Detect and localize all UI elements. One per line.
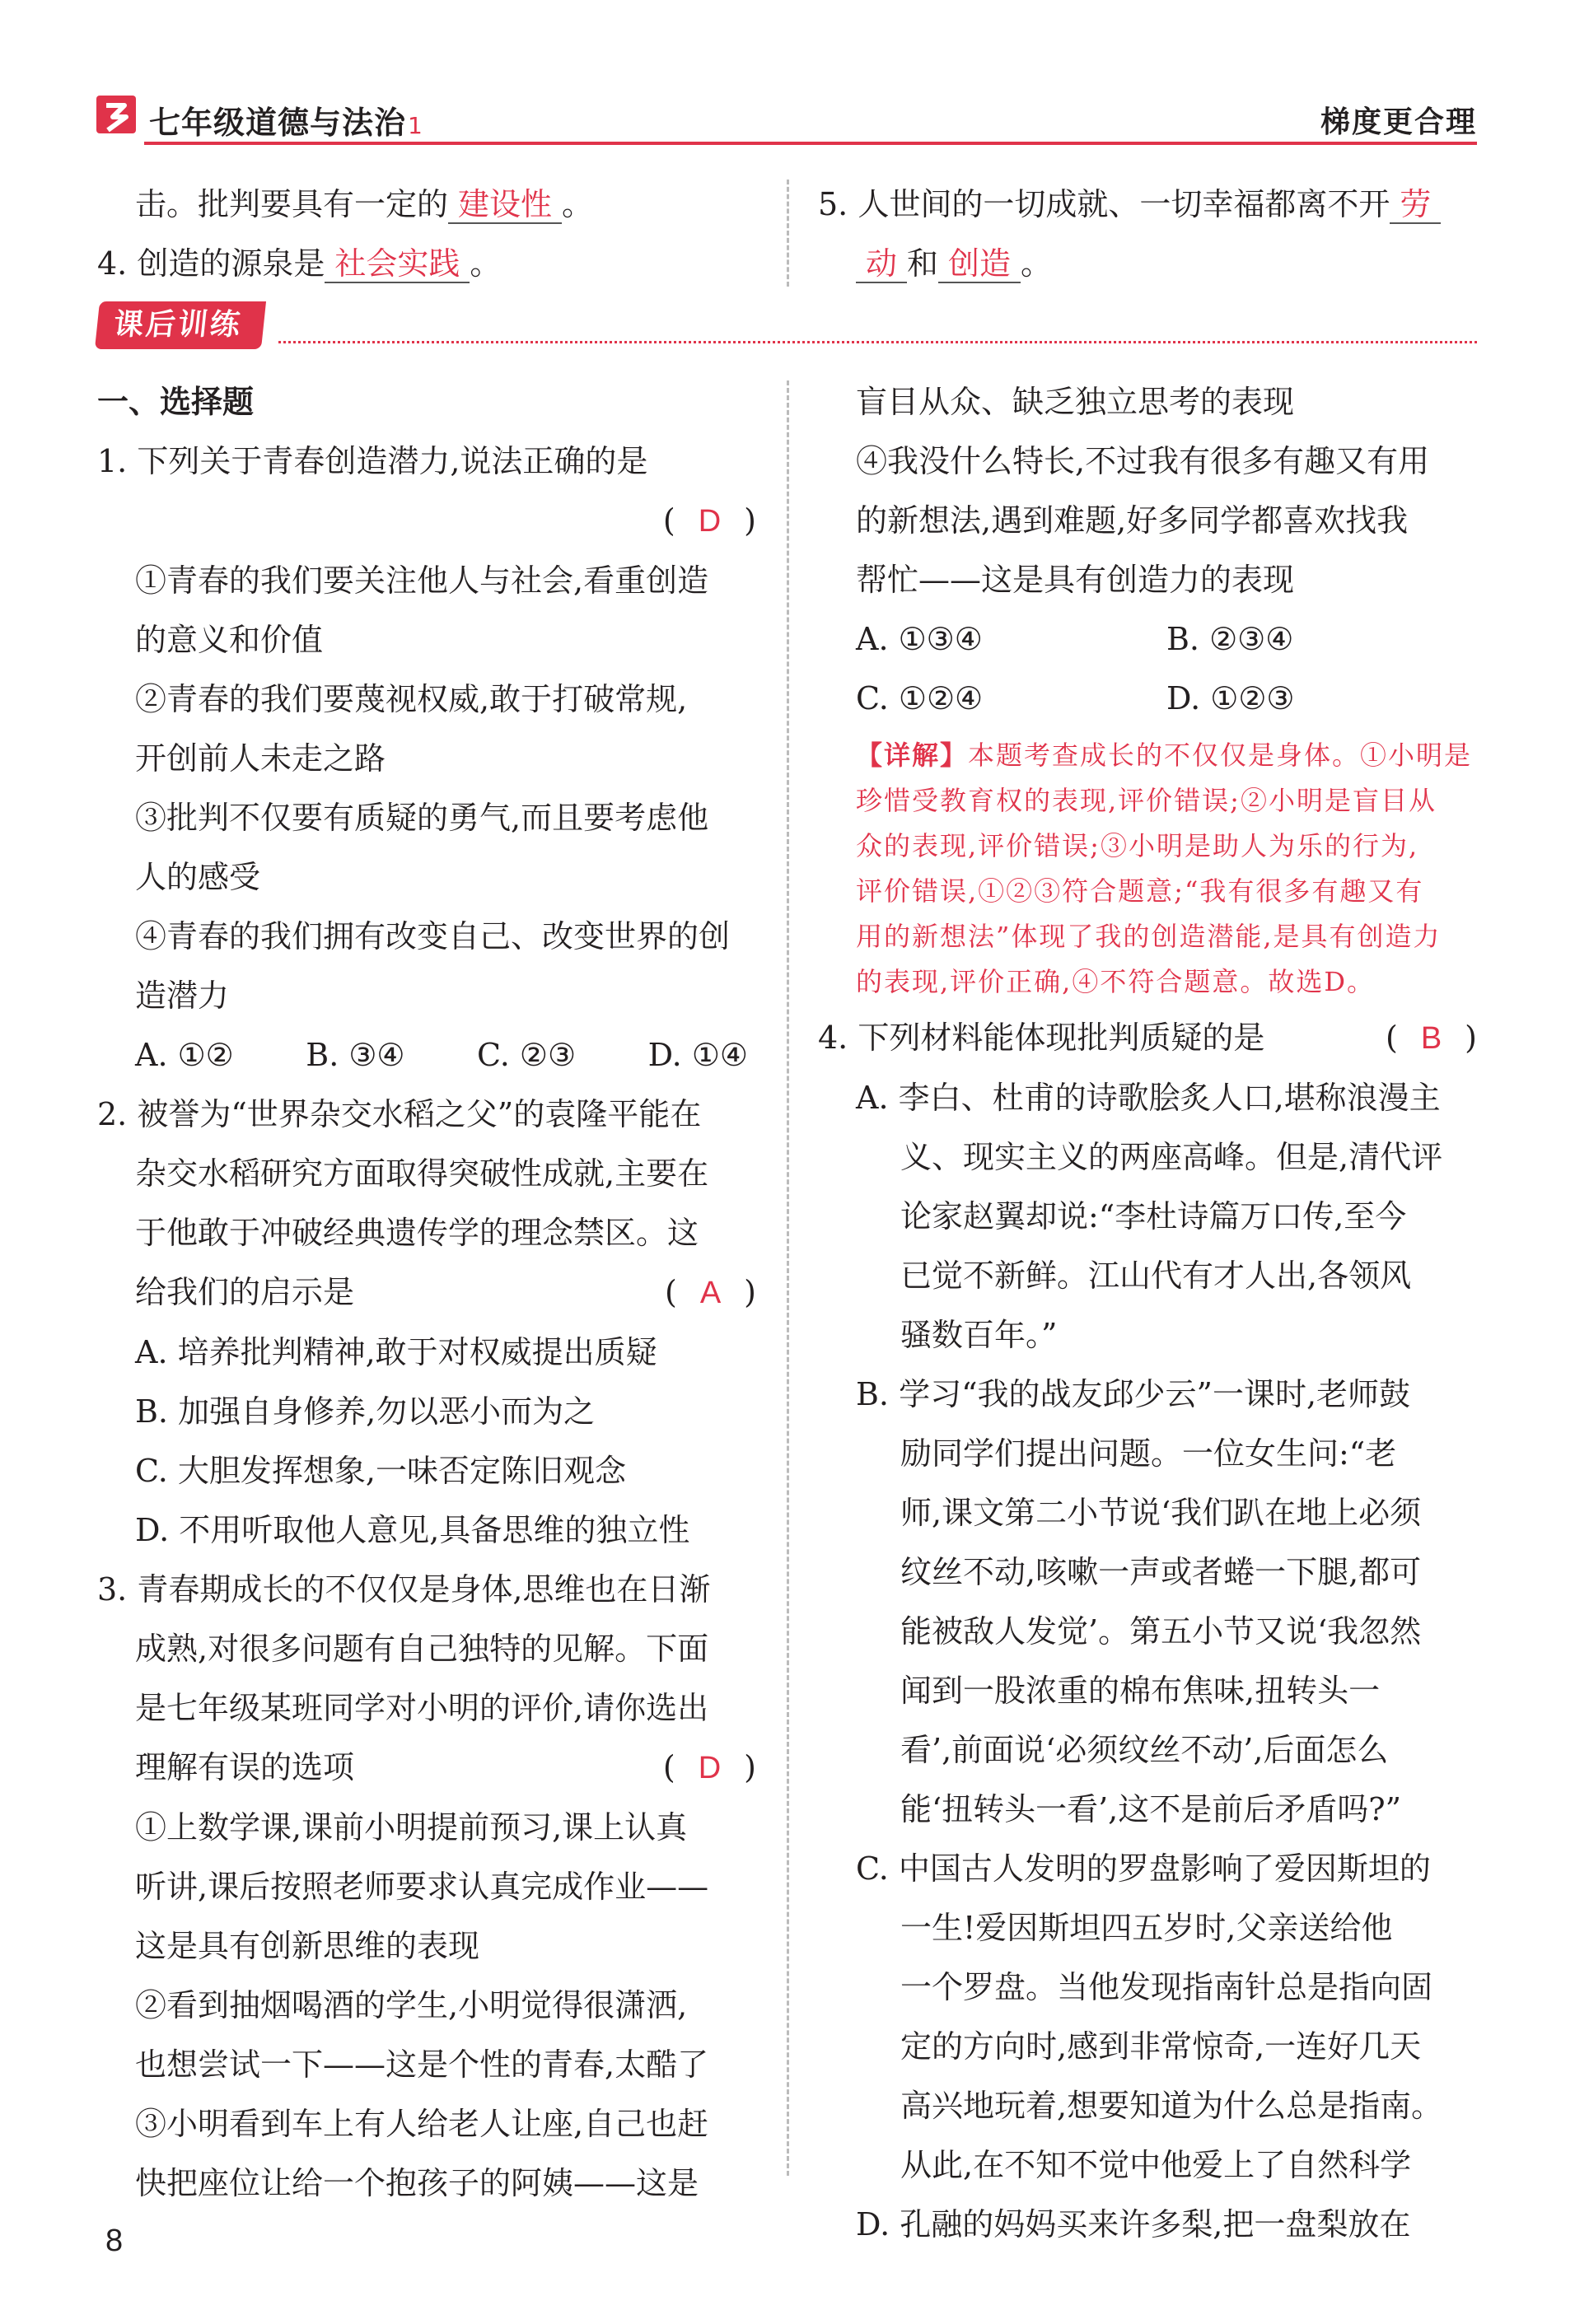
q4-option-cont: 闻到一股浓重的棉布焦味,扭转头一 [900,1673,1381,1709]
column-divider [787,380,789,2176]
q4-option-cont: 论家赵翼却说:“李杜诗篇万口传,至今 [900,1198,1407,1234]
q1-option: D. ①④ [647,1037,748,1073]
q3-option: A. ①③④ [856,621,983,657]
q4-option-cont: 从此,在不知不觉中他爱上了自然科学 [900,2147,1412,2183]
q3-item: 的新想法,遇到难题,好多同学都喜欢找我 [856,502,1409,539]
fill-answer: 动 [856,245,907,283]
q4-option: C. 中国古人发明的罗盘影响了爱因斯坦的 [856,1850,1431,1887]
column-divider [787,180,789,287]
q3-item: 这是具有创新思维的表现 [135,1928,480,1964]
q3-answer: D [698,1751,722,1785]
q3-item: 也想尝试一下——这是个性的青春,太酷了 [135,2046,709,2083]
explanation-line: 众的表现,评价错误;③小明是助人为乐的行为, [856,830,1419,861]
q4-option-cont: 高兴地玩着,想要知道为什么总是指南。 [900,2088,1443,2124]
q3-stem-line: 3. 青春期成长的不仅仅是身体,思维也在日渐 [97,1571,711,1608]
q1-item: ②青春的我们要蔑视权威,敢于打破常规, [135,681,688,717]
explanation-line: 用的新想法”体现了我的创造潜能,是具有创造力 [856,921,1442,952]
q4-option-cont: 义、现实主义的两座高峰。但是,清代评 [900,1139,1443,1175]
q3-item: 听讲,课后按照老师要求认真完成作业—— [135,1869,709,1905]
review-line: 动 和 创造 。 [818,234,1477,293]
fill-answer: 创造 [938,245,1021,283]
fill-answer: 劳 [1390,186,1441,224]
q4-stem: 4. 下列材料能体现批判质疑的是 ( B ) [818,1020,1477,1056]
q4-option-cont: 能被敌人发觉’。第五小节又说‘我忽然 [900,1613,1422,1650]
section-dotted-rule [278,341,1477,343]
q3-option: C. ①②④ [856,680,984,716]
q4-option-cont: 纹丝不动,咳嗽一声或者蜷一下腿,都可 [900,1554,1422,1590]
q3-stem-last: 理解有误的选项 ( D ) [135,1749,756,1785]
q4-option: A. 李白、杜甫的诗歌脍炙人口,堪称浪漫主 [856,1080,1441,1116]
review-line: 4. 创造的源泉是 社会实践 。 [97,245,502,282]
header-rule [144,142,1477,145]
q4-option-cont: 师,课文第二小节说‘我们趴在地上必须 [900,1495,1422,1531]
explanation-line: 的表现,评价正确,④不符合题意。故选D。 [856,966,1376,997]
q3-item: 帮忙——这是具有创造力的表现 [856,562,1295,598]
q1-item: 造潜力 [135,978,230,1014]
q4-option-cont: 已觉不新鲜。江山代有才人出,各领风 [900,1258,1412,1294]
q4-option-cont: 定的方向时,感到非常惊奇,一连好几天 [900,2028,1422,2065]
right-column [818,372,1477,2254]
q2-option: D. 不用听取他人意见,具备思维的独立性 [135,1512,690,1548]
q2-option: C. 大胆发挥想象,一味否定陈旧观念 [135,1453,626,1489]
q2-stem-line: 杂交水稻研究方面取得突破性成就,主要在 [135,1155,709,1192]
q1-option: C. ②③ [477,1037,577,1073]
q3-item: ②看到抽烟喝酒的学生,小明觉得很潇洒, [135,1987,688,2023]
q3-stem-line: 成熟,对很多问题有自己独特的见解。下面 [135,1631,709,1667]
q4-option-cont: 看’,前面说‘必须纹丝不动’,后面怎么 [900,1732,1389,1768]
explanation-line: 本题考查成长的不仅仅是身体。①小明是 [968,740,1473,771]
volume-mark: 1 [408,112,423,139]
review-left [97,175,756,293]
q4-answer: B [1420,1021,1442,1056]
q3-option: D. ①②③ [1166,680,1295,716]
q1-option: A. ①② [135,1037,234,1073]
fill-answer: 社会实践 [325,245,470,283]
section-badge: 课后训练 [95,301,266,349]
q4-option: D. 孔融的妈妈买来许多梨,把一盘梨放在 [856,2206,1411,2242]
q1-item: ④青春的我们拥有改变自己、改变世界的创 [135,918,731,954]
q1-options [97,1025,756,1085]
q2-stem-line: 于他敢于冲破经典遗传学的理念禁区。这 [135,1215,699,1251]
q1-item: 开创前人未走之路 [135,740,386,777]
q1-stem: 1. 下列关于青春创造潜力,说法正确的是 [97,443,648,479]
explanation-line: 评价错误,①②③符合题意;“我有很多有趣又有 [856,875,1424,907]
q3-item: ③小明看到车上有人给老人让座,自己也赶 [135,2106,709,2142]
q2-answer: A [699,1276,722,1310]
q3-options-row [818,609,1477,669]
q3-item: 盲目从众、缺乏独立思考的表现 [856,384,1295,420]
page-number: 8 [105,2224,124,2258]
section-bar [97,298,1477,356]
q3-item: 快把座位让给一个抱孩子的阿姨——这是 [135,2165,699,2201]
q1-item: ①青春的我们要关注他人与社会,看重创造 [135,562,709,599]
q3-item: ④我没什么特长,不过我有很多有趣又有用 [856,443,1430,479]
q1-option: B. ③④ [306,1037,405,1073]
q3-options-row [818,669,1477,728]
q4-option: B. 学习“我的战友邱少云”一课时,老师鼓 [856,1376,1411,1412]
q2-stem-line: 2. 被誉为“世界杂交水稻之父”的袁隆平能在 [97,1096,702,1132]
part-heading: 一、选择题 [97,384,255,420]
q1-item: 人的感受 [135,859,261,895]
q4-option-cont: 励同学们提出问题。一位女生问:“老 [900,1435,1397,1472]
series-tag: 梯度更合理 [1320,105,1477,139]
page-header [95,92,1477,148]
q4-option-cont: 一生!爱因斯坦四五岁时,父亲送给他 [900,1910,1393,1946]
q2-option: A. 培养批判精神,敢于对权威提出质疑 [135,1334,657,1370]
explanation-label: 【详解】 [856,740,969,771]
review-right [818,175,1477,293]
q2-stem-last: 给我们的启示是 ( A ) [135,1274,756,1310]
q3-item: ①上数学课,课前小明提前预习,课上认真 [135,1809,688,1846]
q4-option-cont: 一个罗盘。当他发现指南针总是指向固 [900,1969,1433,2005]
q1-item: 的意义和价值 [135,622,324,658]
review-line: 击。批判要具有一定的 建设性 。 [135,186,594,222]
fill-answer: 建设性 [448,186,562,224]
q3-explanation [818,733,1477,1005]
book-title: 七年级道德与法治1 [149,105,423,141]
explanation-line: 珍惜受教育权的表现,评价错误;②小明是盲目从 [856,785,1437,816]
q3-option: B. ②③④ [1166,621,1294,657]
q1-answer-paren: ( D ) [662,502,756,539]
q2-option: B. 加强自身修养,勿以恶小而为之 [135,1393,596,1430]
q1-item: ③批判不仅要有质疑的勇气,而且要考虑他 [135,800,709,836]
left-column [97,372,756,2213]
q4-option-cont: 能‘扭转头一看’,这不是前后矛盾吗?” [900,1791,1402,1827]
q1-answer: D [698,504,722,539]
review-line: 5. 人世间的一切成就、一切幸福都离不开 劳 [818,175,1477,234]
q3-stem-line: 是七年级某班同学对小明的评价,请你选出 [135,1690,709,1726]
q4-option-cont: 骚数百年。” [900,1317,1058,1353]
publisher-logo-icon [95,92,141,138]
